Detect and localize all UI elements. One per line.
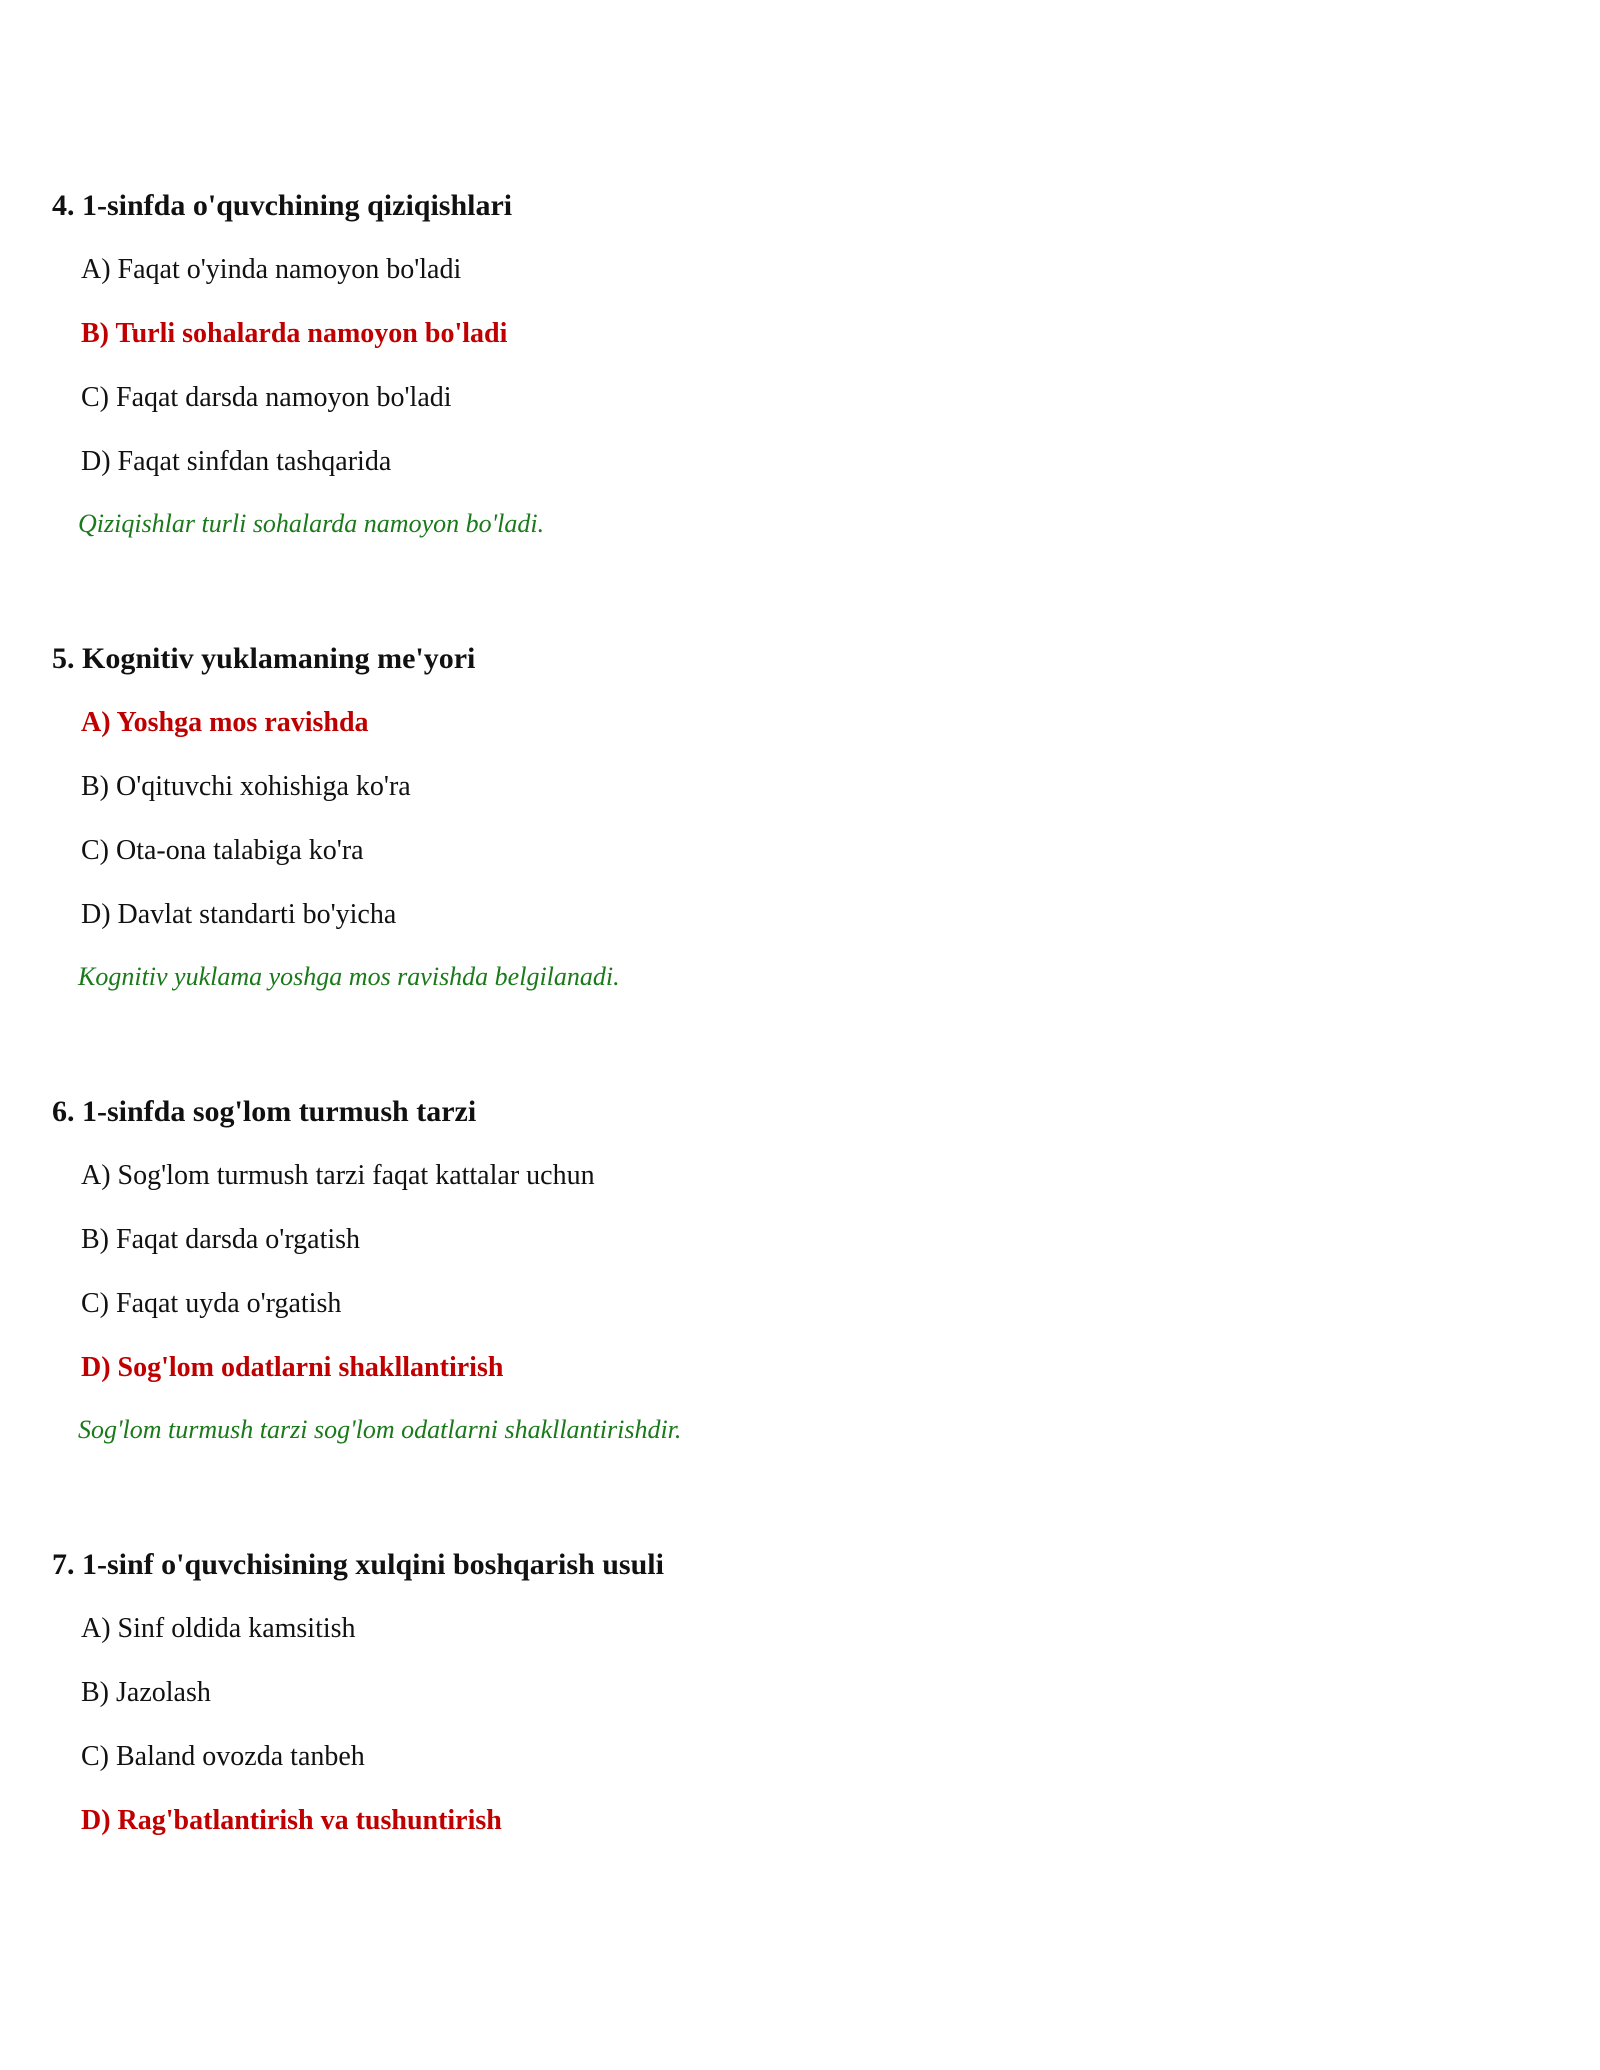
question-title: 7. 1-sinf o'quvchisining xulqini boshqarish usuli — [52, 1548, 664, 1581]
option-a: A) Sog'lom turmush tarzi faqat kattalar uchun — [81, 1160, 595, 1191]
option-a: A) Sinf oldida kamsitish — [81, 1613, 356, 1644]
question-title: 4. 1-sinfda o'quvchining qiziqishlari — [52, 189, 513, 222]
option-d: D) Faqat sinfdan tashqarida — [81, 446, 392, 477]
option-list — [52, 250, 1532, 482]
option-list — [52, 1609, 1532, 1841]
question-5 — [52, 639, 1532, 997]
option-a-correct: A) Yoshga mos ravishda — [81, 707, 369, 738]
question-title: 6. 1-sinfda sog'lom turmush tarzi — [52, 1095, 477, 1128]
answer-explanation: Qiziqishlar turli sohalarda namoyon bo'ladi. — [78, 509, 545, 538]
option-b-correct: B) Turli sohalarda namoyon bo'ladi — [81, 318, 508, 349]
question-4 — [52, 186, 1532, 544]
answer-explanation: Sog'lom turmush tarzi sog'lom odatlarni shakllantirishdir. — [78, 1415, 682, 1444]
question-6 — [52, 1092, 1532, 1450]
question-7 — [52, 1545, 1532, 1841]
option-list — [52, 1156, 1532, 1388]
option-b: B) Jazolash — [81, 1677, 211, 1708]
option-b: B) O'qituvchi xohishiga ko'ra — [81, 771, 411, 802]
option-d-correct: D) Rag'batlantirish va tushuntirish — [81, 1805, 502, 1836]
option-c: C) Faqat uyda o'rgatish — [81, 1288, 342, 1319]
option-c: C) Faqat darsda namoyon bo'ladi — [81, 382, 452, 413]
question-title: 5. Kognitiv yuklamaning me'yori — [52, 642, 476, 675]
option-b: B) Faqat darsda o'rgatish — [81, 1224, 361, 1255]
option-list — [52, 703, 1532, 935]
option-c: C) Ota-ona talabiga ko'ra — [81, 835, 364, 866]
option-d: D) Davlat standarti bo'yicha — [81, 899, 397, 930]
option-a: A) Faqat o'yinda namoyon bo'ladi — [81, 254, 462, 285]
answer-explanation: Kognitiv yuklama yoshga mos ravishda belgilanadi. — [78, 962, 620, 991]
option-c: C) Baland ovozda tanbeh — [81, 1741, 365, 1772]
option-d-correct: D) Sog'lom odatlarni shakllantirish — [81, 1352, 504, 1383]
